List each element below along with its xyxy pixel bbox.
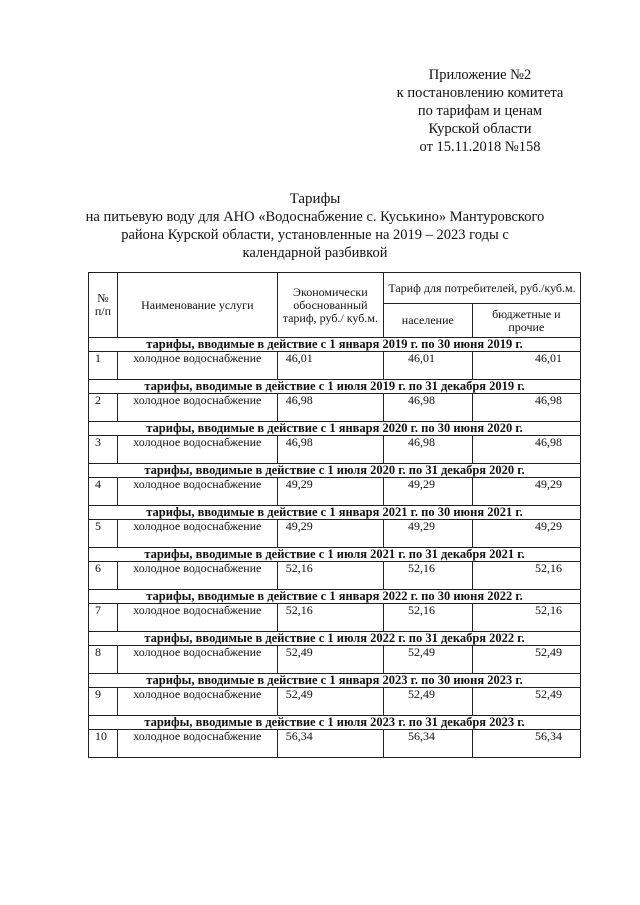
budget-tariff: 46,01 bbox=[472, 352, 580, 380]
appendix-line: по тарифам и ценам bbox=[417, 103, 543, 119]
period-label: тарифы, вводимые в действие с 1 июля 2021 г. по 31 декабря 2021 г. bbox=[89, 548, 581, 562]
table-row bbox=[89, 646, 581, 674]
service-name: холодное водоснабжение bbox=[117, 688, 277, 716]
table-row bbox=[89, 604, 581, 632]
tariff-table bbox=[88, 272, 581, 758]
period-row bbox=[89, 548, 581, 562]
budget-tariff: 52,49 bbox=[472, 688, 580, 716]
econ-tariff: 56,34 bbox=[277, 730, 383, 758]
service-name: холодное водоснабжение bbox=[117, 436, 277, 464]
row-number: 10 bbox=[89, 730, 118, 758]
service-name: холодное водоснабжение bbox=[117, 478, 277, 506]
row-number: 5 bbox=[89, 520, 118, 548]
table-row bbox=[89, 688, 581, 716]
header-econ-tariff: Экономически обоснованный тариф, руб./ куб.м. bbox=[277, 273, 383, 338]
budget-tariff: 56,34 bbox=[472, 730, 580, 758]
period-row bbox=[89, 338, 581, 352]
row-number: 1 bbox=[89, 352, 118, 380]
row-number: 8 bbox=[89, 646, 118, 674]
budget-tariff: 46,98 bbox=[472, 436, 580, 464]
table-row bbox=[89, 730, 581, 758]
service-name: холодное водоснабжение bbox=[117, 520, 277, 548]
period-row bbox=[89, 716, 581, 730]
period-label: тарифы, вводимые в действие с 1 июля 2023 г. по 31 декабря 2023 г. bbox=[89, 716, 581, 730]
row-number: 4 bbox=[89, 478, 118, 506]
period-row bbox=[89, 422, 581, 436]
budget-tariff: 52,16 bbox=[472, 562, 580, 590]
table-row bbox=[89, 436, 581, 464]
table-row bbox=[89, 520, 581, 548]
population-tariff: 46,98 bbox=[383, 436, 472, 464]
row-number: 7 bbox=[89, 604, 118, 632]
budget-tariff: 49,29 bbox=[472, 478, 580, 506]
population-tariff: 46,01 bbox=[383, 352, 472, 380]
period-label: тарифы, вводимые в действие с 1 января 2023 г. по 30 июня 2023 г. bbox=[89, 674, 581, 688]
population-tariff: 52,16 bbox=[383, 604, 472, 632]
period-row bbox=[89, 674, 581, 688]
row-number: 3 bbox=[89, 436, 118, 464]
period-row bbox=[89, 464, 581, 478]
row-number: 6 bbox=[89, 562, 118, 590]
econ-tariff: 49,29 bbox=[277, 520, 383, 548]
service-name: холодное водоснабжение bbox=[117, 394, 277, 422]
appendix-block bbox=[380, 66, 580, 156]
appendix-line: от 15.11.2018 №158 bbox=[419, 139, 541, 155]
period-row bbox=[89, 506, 581, 520]
table-row bbox=[89, 562, 581, 590]
appendix-line: Курской области bbox=[428, 121, 532, 137]
table-row bbox=[89, 394, 581, 422]
period-label: тарифы, вводимые в действие с 1 июля 2020 г. по 31 декабря 2020 г. bbox=[89, 464, 581, 478]
header-service: Наименование услуги bbox=[117, 273, 277, 338]
population-tariff: 46,98 bbox=[383, 394, 472, 422]
service-name: холодное водоснабжение bbox=[117, 604, 277, 632]
appendix-line: к постановлению комитета bbox=[396, 85, 564, 101]
service-name: холодное водоснабжение bbox=[117, 352, 277, 380]
population-tariff: 52,49 bbox=[383, 688, 472, 716]
period-label: тарифы, вводимые в действие с 1 января 2022 г. по 30 июня 2022 г. bbox=[89, 590, 581, 604]
period-label: тарифы, вводимые в действие с 1 января 2021 г. по 30 июня 2021 г. bbox=[89, 506, 581, 520]
population-tariff: 49,29 bbox=[383, 478, 472, 506]
econ-tariff: 46,01 bbox=[277, 352, 383, 380]
appendix-line: Приложение №2 bbox=[428, 67, 532, 83]
header-budget: бюджетные и прочие bbox=[472, 304, 580, 338]
econ-tariff: 46,98 bbox=[277, 436, 383, 464]
population-tariff: 49,29 bbox=[383, 520, 472, 548]
econ-tariff: 52,16 bbox=[277, 604, 383, 632]
title-heading: Тарифы bbox=[289, 191, 341, 207]
econ-tariff: 46,98 bbox=[277, 394, 383, 422]
period-row bbox=[89, 590, 581, 604]
budget-tariff: 46,98 bbox=[472, 394, 580, 422]
econ-tariff: 52,49 bbox=[277, 646, 383, 674]
period-label: тарифы, вводимые в действие с 1 января 2020 г. по 30 июня 2020 г. bbox=[89, 422, 581, 436]
row-number: 2 bbox=[89, 394, 118, 422]
budget-tariff: 49,29 bbox=[472, 520, 580, 548]
period-row bbox=[89, 380, 581, 394]
header-population: население bbox=[383, 304, 472, 338]
service-name: холодное водоснабжение bbox=[117, 646, 277, 674]
service-name: холодное водоснабжение bbox=[117, 730, 277, 758]
period-row bbox=[89, 632, 581, 646]
row-number: 9 bbox=[89, 688, 118, 716]
period-label: тарифы, вводимые в действие с 1 июля 2019 г. по 31 декабря 2019 г. bbox=[89, 380, 581, 394]
header-no: № п/п bbox=[89, 273, 118, 338]
population-tariff: 52,16 bbox=[383, 562, 472, 590]
table-row bbox=[89, 478, 581, 506]
title-line: календарной разбивкой bbox=[242, 245, 388, 261]
service-name: холодное водоснабжение bbox=[117, 562, 277, 590]
period-label: тарифы, вводимые в действие с 1 июля 2022 г. по 31 декабря 2022 г. bbox=[89, 632, 581, 646]
population-tariff: 52,49 bbox=[383, 646, 472, 674]
table-row bbox=[89, 352, 581, 380]
document-title bbox=[80, 190, 550, 262]
budget-tariff: 52,49 bbox=[472, 646, 580, 674]
header-consumer-tariff: Тариф для потребителей, руб./куб.м. bbox=[383, 273, 580, 304]
econ-tariff: 52,16 bbox=[277, 562, 383, 590]
population-tariff: 56,34 bbox=[383, 730, 472, 758]
period-label: тарифы, вводимые в действие с 1 января 2019 г. по 30 июня 2019 г. bbox=[89, 338, 581, 352]
title-line: на питьевую воду для АНО «Водоснабжение с. Куськино» Мантуровского bbox=[85, 209, 545, 225]
budget-tariff: 52,16 bbox=[472, 604, 580, 632]
econ-tariff: 52,49 bbox=[277, 688, 383, 716]
econ-tariff: 49,29 bbox=[277, 478, 383, 506]
title-line: района Курской области, установленные на 2019 – 2023 годы с bbox=[121, 227, 509, 243]
